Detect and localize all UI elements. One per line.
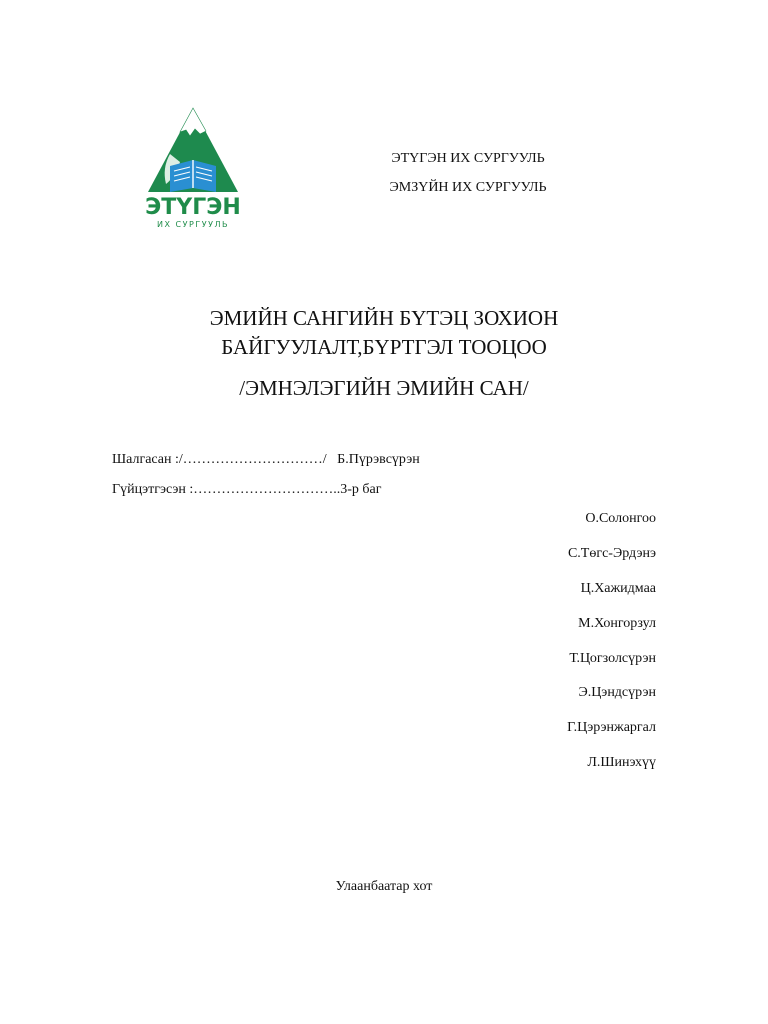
logo-subtitle: ИХ СУРГУУЛЬ [157,220,229,229]
checked-by-name: Б.Пүрэвсүрэн [337,452,420,467]
member-name: С.Төгс-Эрдэнэ [567,546,656,561]
member-name: О.Солонгоо [585,511,656,526]
member-name: Г.Цэрэнжаргал [567,720,656,735]
member-name: Л.Шинэхүү [587,755,656,770]
school-name: ЭМЗҮЙН ИХ СУРГУУЛЬ [389,180,547,195]
city: Улаанбаатар хот [335,879,433,894]
university-name: ЭТҮГЭН ИХ СУРГУУЛЬ [391,151,545,166]
logo-name: ЭТҮГЭН [145,195,241,220]
member-name: Ц.Хажидмаа [580,581,656,596]
checked-by-label: Шалгасан :/…………………………/ [112,452,327,467]
member-name: Т.Цогзолсүрэн [569,651,656,666]
member-name: Э.Цэндсүрэн [578,685,656,700]
checked-by-line [112,452,420,468]
title-line-2: БАЙГУУЛАЛТ,БҮРТГЭЛ ТООЦОО [221,335,547,359]
title-line-1: ЭМИЙН САНГИЙН БҮТЭЦ ЗОХИОН [209,306,559,330]
member-name: М.Хонгорзул [578,616,656,631]
university-logo [140,104,246,232]
performed-by-line: Гүйцэтгэсэн :…………………………..3-р баг [112,482,382,497]
title-subtitle: /ЭМНЭЛЭГИЙН ЭМИЙН САН/ [239,376,529,400]
